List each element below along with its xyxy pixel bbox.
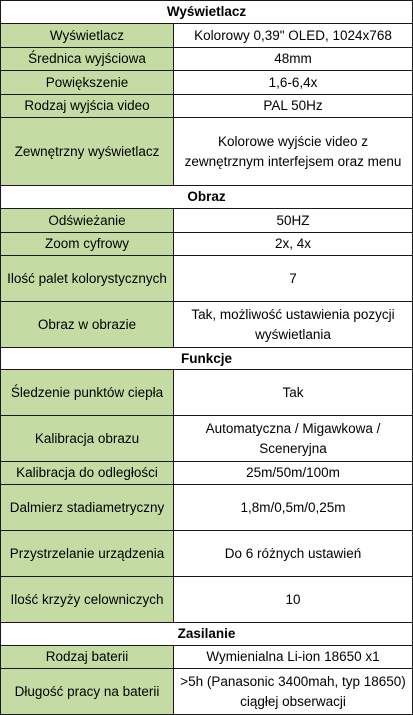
spec-label: Śledzenie punktów ciepła: [1, 370, 174, 416]
table-row: [1, 256, 413, 302]
spec-label: Rodzaj wyjścia video: [1, 95, 174, 118]
section-header-row: [1, 623, 413, 646]
spec-label: Odświeżanie: [1, 209, 174, 233]
spec-value: 1,6-6,4x: [174, 71, 413, 95]
spec-label: Ilość palet kolorystycznych: [1, 256, 174, 302]
spec-label: Obraz w obrazie: [1, 302, 174, 348]
section-title-display: Wyświetlacz: [1, 1, 413, 24]
section-title-functions: Funkcje: [1, 348, 413, 370]
section-header-row: [1, 348, 413, 370]
spec-value: 10: [174, 577, 413, 623]
table-row: [1, 485, 413, 531]
spec-label: Przystrzelanie urządzenia: [1, 531, 174, 577]
spec-label: Wyświetlacz: [1, 24, 174, 48]
spec-value: 7: [174, 256, 413, 302]
table-row: [1, 71, 413, 95]
table-row: [1, 577, 413, 623]
spec-value: PAL 50Hz: [174, 95, 413, 118]
spec-label: Kalibracja obrazu: [1, 416, 174, 462]
spec-value: 1,8m/0,5m/0,25m: [174, 485, 413, 531]
spec-value: 2x, 4x: [174, 233, 413, 256]
spec-label: Średnica wyjściowa: [1, 48, 174, 71]
table-row: [1, 416, 413, 462]
spec-label: Ilość krzyży celowniczych: [1, 577, 174, 623]
spec-value: 50HZ: [174, 209, 413, 233]
spec-value: Tak, możliwość ustawienia pozycji wyświetlania: [174, 302, 413, 348]
spec-label: Dalmierz stadiametryczny: [1, 485, 174, 531]
spec-value: Kolorowy 0,39" OLED, 1024x768: [174, 24, 413, 48]
table-row: [1, 531, 413, 577]
table-row: [1, 462, 413, 485]
table-row: [1, 302, 413, 348]
spec-label: Długość pracy na baterii: [1, 669, 174, 715]
spec-value: 48mm: [174, 48, 413, 71]
table-row: [1, 24, 413, 48]
spec-value: >5h (Panasonic 3400mah, typ 18650) ciągłej obserwacji: [174, 669, 413, 715]
table-row: [1, 669, 413, 715]
table-row: [1, 370, 413, 416]
section-header-row: [1, 1, 413, 24]
section-title-image: Obraz: [1, 186, 413, 209]
spec-label: Zewnętrzny wyświetlacz: [1, 118, 174, 186]
table-row: [1, 209, 413, 233]
table-row: [1, 646, 413, 669]
spec-label: Powiększenie: [1, 71, 174, 95]
spec-label: Rodzaj baterii: [1, 646, 174, 669]
spec-value: Automatyczna / Migawkowa / Sceneryjna: [174, 416, 413, 462]
spec-label: Kalibracja do odległości: [1, 462, 174, 485]
spec-value: 25m/50m/100m: [174, 462, 413, 485]
table-row: [1, 48, 413, 71]
table-row: [1, 233, 413, 256]
table-row: [1, 118, 413, 186]
section-title-power: Zasilanie: [1, 623, 413, 646]
spec-value: Do 6 różnych ustawień: [174, 531, 413, 577]
section-header-row: [1, 186, 413, 209]
table-row: [1, 95, 413, 118]
spec-value: Kolorowe wyjście video z zewnętrznym interfejsem oraz menu: [174, 118, 413, 186]
spec-value: Tak: [174, 370, 413, 416]
spec-value: Wymienialna Li-ion 18650 x1: [174, 646, 413, 669]
spec-label: Zoom cyfrowy: [1, 233, 174, 256]
